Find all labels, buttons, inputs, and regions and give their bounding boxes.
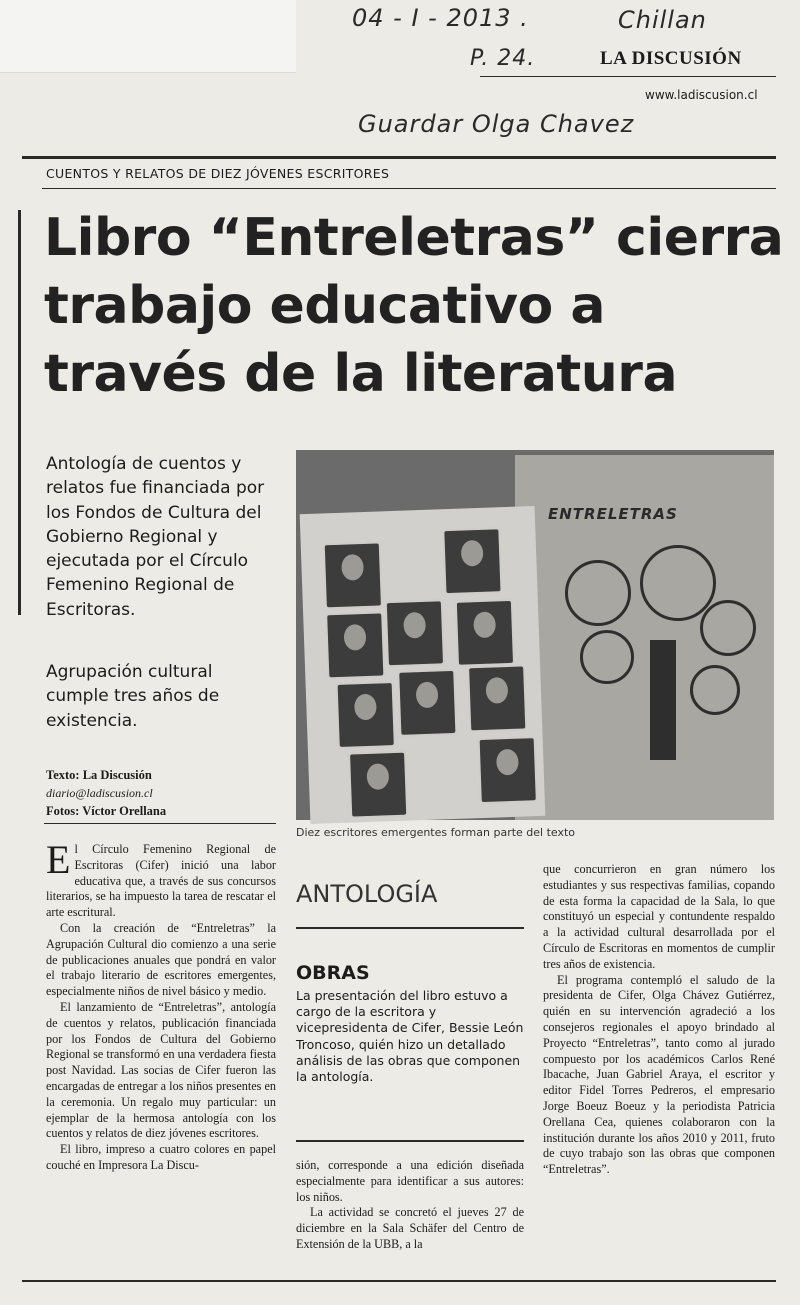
byline-photos: Fotos: Víctor Orellana (46, 804, 167, 818)
tree-swirl (565, 560, 631, 626)
handwritten-date: 04 - I - 2013 . (352, 4, 529, 32)
sidebar-text: La presentación del libro estuvo a cargo de la escritora y vicepresidenta de Cifer, Bessie León Troncoso, quién hizo un detallado análisis de las obras que componen la antología. (296, 988, 524, 1085)
tree-swirl (700, 600, 756, 656)
column-2 (296, 1158, 524, 1253)
paragraph: El lanzamiento de “Entreletras”, antología de cuentos y relatos, publicación financiada por los Fondos de Cultura del Gobierno Regional se transformó en una verdadera fiesta post Navidad. Las socias de Cifer fueron las encargadas de entregar a los niños presentes en la ceremonia. Un regalo muy particular: un ejemplar de la hermosa antología con los cuentos y relatos de diez jóvenes escritores. (46, 999, 276, 1141)
byline-rule (44, 823, 276, 824)
column-3 (543, 862, 775, 1178)
student-portrait (397, 669, 457, 737)
byline-text: Texto: La Discusión (46, 768, 152, 782)
handwritten-city: Chillan (618, 6, 707, 34)
tree-swirl (580, 630, 634, 684)
headline (44, 204, 783, 408)
photo-caption: Diez escritores emergentes forman parte del texto (296, 826, 576, 839)
student-portrait (336, 681, 396, 749)
paragraph: Con la creación de “Entreletras” la Agrupación Cultural dio comienzo a una serie de publicaciones anuales que pondrá en valor el trabajo literario de escritores emergentes, especialmente niños de nivel básico y medio. (46, 920, 276, 999)
newspaper-url: www.ladiscusion.cl (645, 88, 758, 102)
tree-illustration (650, 640, 676, 760)
student-portrait (467, 664, 527, 732)
paragraph: El programa contempló el saludo de la presidenta de Cifer, Olga Chávez Gutiérrez, quién en su intervención agradeció a los consejeros regionales el apoyo brindado al Proyecto “Entreletras”, tanto como al jurado compuesto por los académicos Carlos René Ibacache, Juan Gabriel Araya, el escritor y editor Fidel Torres Pedreros, el empresario Jorge Boeuz Boeuz y la periodista Patricia Orellana Cea, quienes colaboraron con la institución durante los años 2010 y 2011, fruto de cuyo trabajo son las obras que componen “Entreletras”. (543, 972, 775, 1177)
book-back (300, 506, 546, 824)
column-1 (46, 837, 276, 1174)
student-portrait (442, 527, 502, 595)
newspaper-name: LA DISCUSIÓN (600, 48, 742, 69)
sidebar-rule (296, 927, 524, 929)
student-portrait (323, 541, 383, 609)
student-portrait (455, 599, 515, 667)
handwritten-note: Guardar Olga Chavez (358, 110, 635, 138)
kicker-rule (42, 188, 776, 189)
headline-line-3: través de la literatura (44, 344, 678, 404)
student-portrait (348, 751, 408, 819)
tree-swirl (640, 545, 716, 621)
paragraph (46, 837, 276, 921)
paragraph: que concurrieron en gran número los estudiantes y sus respectivas familias, copando de esta forma la capacidad de la Sala, lo que constituyó un especial y contundente respaldo a la actividad cultural desarrollada por el Círculo de Escritoras en momentos de cumplir tres años de existencia. (543, 862, 775, 971)
headline-line-1: Libro “Entreletras” cierra (44, 208, 784, 268)
deck-2: Agrupación cultural cumple tres años de existencia. (46, 662, 220, 731)
clipping-tape (0, 0, 296, 73)
article-kicker: CUENTOS Y RELATOS DE DIEZ JÓVENES ESCRITORES (46, 166, 390, 181)
margin-bar (18, 210, 21, 615)
handwritten-page: P. 24. (470, 46, 536, 71)
headline-line-2: trabajo educativo a (44, 276, 605, 336)
student-portrait (325, 611, 385, 679)
student-portrait (478, 736, 538, 804)
paragraph: La actividad se concretó el jueves 27 de diciembre en la Sala Schäfer del Centro de Extensión de la UBB, a la (296, 1205, 524, 1251)
drop-cap: E (46, 837, 71, 882)
sidebar-label: ANTOLOGÍA (296, 880, 438, 908)
tree-swirl (690, 665, 740, 715)
byline-email: diario@ladiscusion.cl (46, 786, 153, 800)
top-rule (22, 156, 776, 159)
sidebar-bottom-rule (296, 1140, 524, 1142)
paragraph-text: l Círculo Femenino Regional de Escritoras (Cifer) inició una labor educativa que, a través de sus concursos literarios, se ha impuesto la tarea de rescatar el arte escritural. (46, 842, 276, 920)
paragraph: El libro, impreso a cuatro colores en papel couché en Impresora La Discu- (46, 1142, 276, 1172)
bottom-rule (22, 1280, 776, 1282)
deck-1: Antología de cuentos y relatos fue financiada por los Fondos de Cultura del Gobierno Regional y ejecutada por el Círculo Femenino Regional de Escritoras. (46, 454, 265, 620)
sidebar-heading: OBRAS (296, 962, 370, 984)
student-portrait (385, 599, 445, 667)
masthead-rule (480, 76, 776, 77)
book-title: ENTRELETRAS (548, 505, 678, 523)
paragraph: sión, corresponde a una edición diseñada especialmente para identificar a sus autores: los niños. (296, 1158, 524, 1204)
